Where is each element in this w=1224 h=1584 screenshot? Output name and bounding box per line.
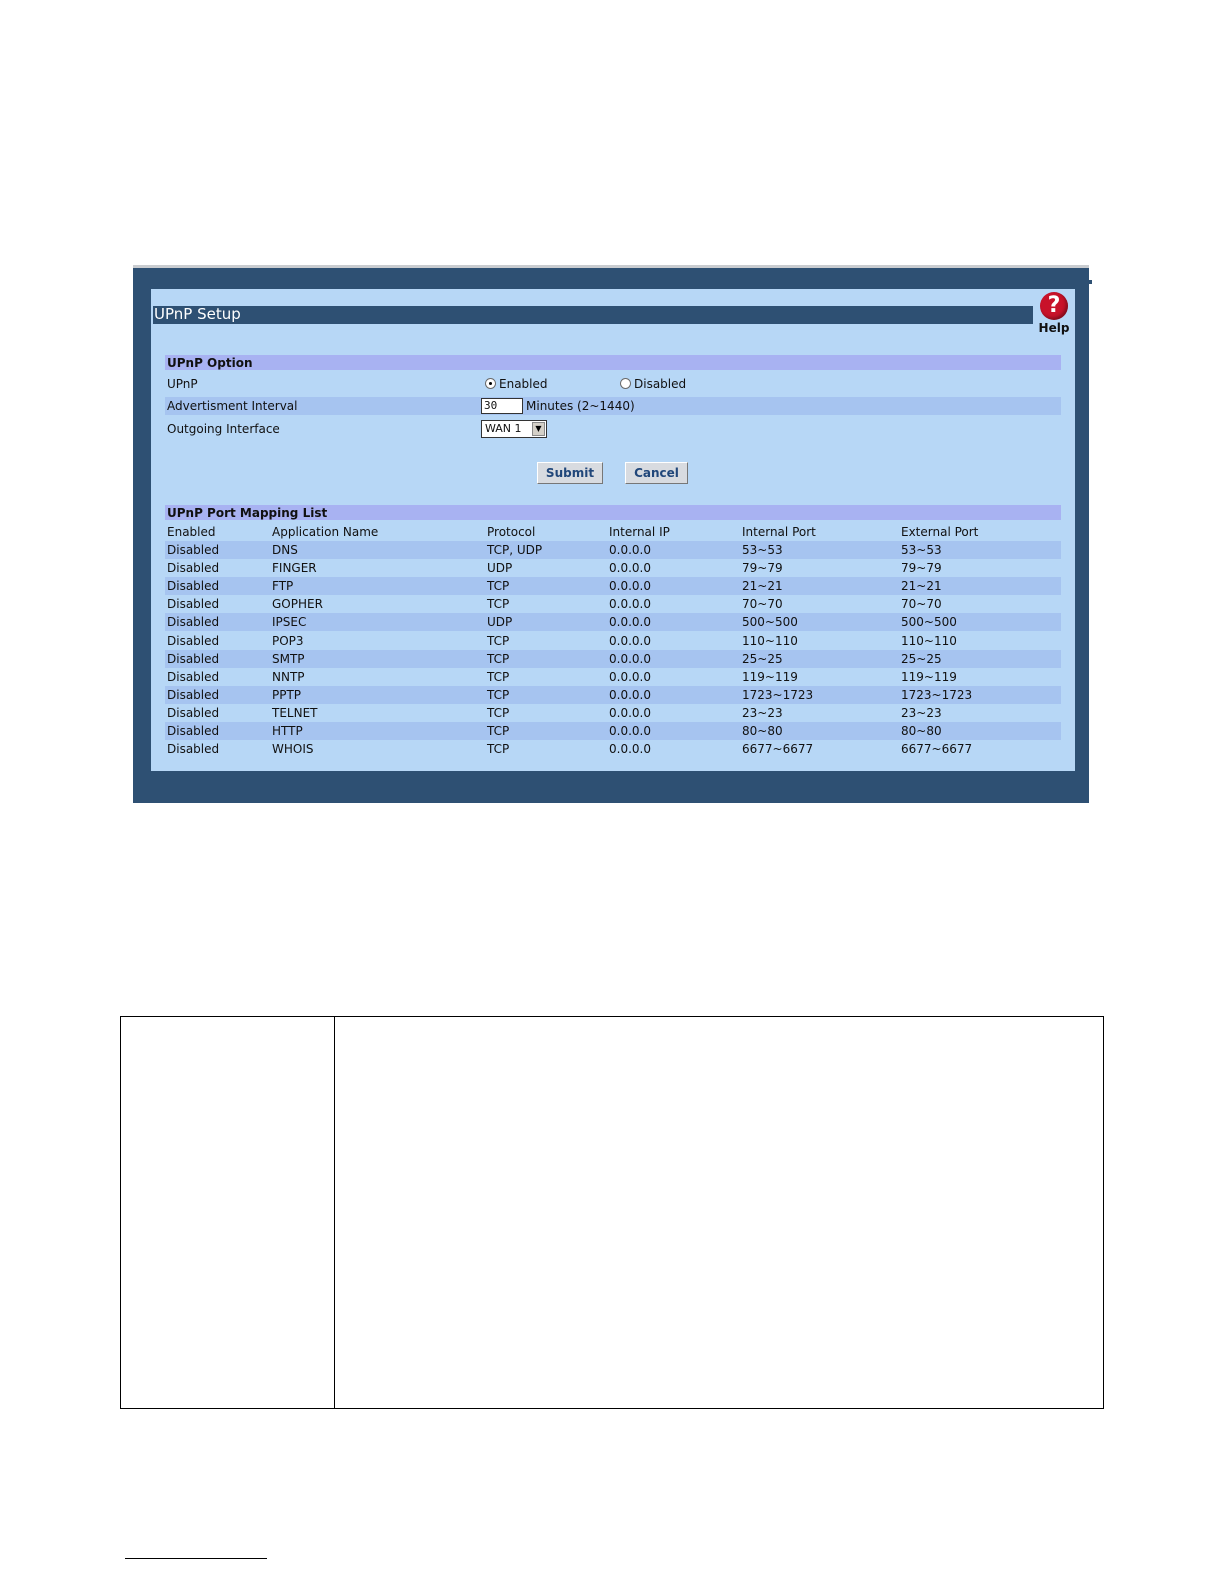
cell-application: DNS: [272, 543, 298, 557]
column-header: Internal Port: [742, 525, 816, 539]
cell-enabled: Disabled: [167, 615, 220, 630]
cell-internal-port: 119~119: [742, 669, 798, 684]
cell-protocol: TCP: [487, 724, 510, 738]
cell-protocol: TCP: [487, 669, 510, 684]
cell-internal-port: 79~79: [742, 561, 783, 576]
table-row: [165, 541, 1061, 559]
cell-external-port: 80~80: [901, 724, 942, 738]
cell-external-port: 25~25: [901, 651, 942, 666]
cell-internal-port: 110~110: [742, 633, 798, 648]
panel-title-bar: [153, 306, 1033, 324]
upnp-panel: [151, 289, 1075, 771]
table-row: [165, 632, 1061, 650]
help-icon[interactable]: ?: [1040, 292, 1068, 320]
cell-enabled: Disabled: [167, 633, 220, 648]
cell-internal-ip: 0.0.0.0: [609, 579, 651, 594]
cell-internal-ip: 0.0.0.0: [609, 543, 651, 557]
cell-application: NNTP: [272, 669, 305, 684]
cell-external-port: 500~500: [901, 615, 957, 630]
upnp-enabled-radio[interactable]: [485, 378, 496, 389]
cell-protocol: TCP: [487, 579, 510, 594]
chevron-down-icon[interactable]: ▼: [532, 422, 545, 436]
cell-protocol: TCP: [487, 687, 510, 702]
cell-protocol: TCP: [487, 633, 510, 648]
help-button[interactable]: [1037, 292, 1071, 335]
cell-internal-ip: 0.0.0.0: [609, 651, 651, 666]
cell-application: FTP: [272, 579, 294, 594]
column-header: Application Name: [272, 525, 379, 539]
column-header: External Port: [901, 525, 979, 539]
cell-internal-port: 80~80: [742, 724, 783, 738]
cell-internal-port: 70~70: [742, 597, 783, 612]
cell-enabled: Disabled: [167, 543, 220, 557]
table-row: [165, 650, 1061, 668]
cell-internal-ip: 0.0.0.0: [609, 633, 651, 648]
table-header-row: [165, 523, 1061, 541]
cell-internal-port: 500~500: [742, 615, 798, 630]
screenshot-frame: [133, 265, 1089, 803]
upnp-label: UPnP: [167, 377, 198, 391]
frame-edge: [1089, 280, 1092, 284]
upnp-enabled-label[interactable]: Enabled: [499, 377, 548, 391]
cell-internal-port: 21~21: [742, 579, 783, 594]
table-row: [165, 740, 1061, 758]
cell-enabled: Disabled: [167, 561, 220, 576]
upnp-disabled-radio[interactable]: [620, 378, 631, 389]
table-row: [165, 668, 1061, 686]
cancel-button[interactable]: Cancel: [625, 462, 688, 484]
cell-internal-port: 53~53: [742, 543, 783, 557]
column-header: Protocol: [487, 525, 536, 539]
cell-protocol: TCP: [487, 742, 510, 757]
cell-enabled: Disabled: [167, 705, 220, 720]
upnp-disabled-label[interactable]: Disabled: [634, 377, 687, 391]
table-row: [165, 686, 1061, 704]
footnote-rule: [125, 1558, 267, 1559]
cell-internal-port: 23~23: [742, 705, 783, 720]
cell-external-port: 53~53: [901, 543, 942, 557]
interval-row: [165, 397, 1061, 415]
interface-select-value[interactable]: WAN 1: [485, 422, 522, 435]
cell-internal-port: 1723~1723: [742, 687, 814, 702]
interval-label: Advertisment Interval: [167, 399, 298, 413]
cell-internal-ip: 0.0.0.0: [609, 687, 651, 702]
cell-application: FINGER: [272, 561, 317, 576]
cell-application: TELNET: [272, 705, 318, 720]
cell-internal-port: 6677~6677: [742, 742, 814, 757]
cell-external-port: 79~79: [901, 561, 942, 576]
cell-external-port: 23~23: [901, 705, 942, 720]
cell-external-port: 6677~6677: [901, 742, 973, 757]
cell-internal-ip: 0.0.0.0: [609, 724, 651, 738]
cell-application: IPSEC: [272, 615, 307, 630]
cell-enabled: Disabled: [167, 651, 220, 666]
cell-enabled: Disabled: [167, 687, 220, 702]
cell-application: PPTP: [272, 687, 302, 702]
interval-input[interactable]: 30: [481, 398, 523, 414]
cell-protocol: TCP: [487, 597, 510, 612]
cell-internal-ip: 0.0.0.0: [609, 597, 651, 612]
upnp-toggle-row: [165, 375, 1061, 393]
column-header: Internal IP: [609, 525, 670, 539]
help-label[interactable]: Help: [1038, 321, 1070, 335]
cell-protocol: UDP: [487, 561, 513, 576]
cell-internal-ip: 0.0.0.0: [609, 669, 651, 684]
cell-internal-ip: 0.0.0.0: [609, 561, 651, 576]
cell-internal-port: 25~25: [742, 651, 783, 666]
page-title: UPnP Setup: [154, 305, 241, 323]
cell-enabled: Disabled: [167, 724, 220, 738]
cell-application: SMTP: [272, 651, 305, 666]
table-row: [165, 595, 1061, 613]
interval-unit: Minutes (2~1440): [526, 399, 635, 413]
table-row: [165, 613, 1061, 631]
cell-external-port: 110~110: [901, 633, 957, 648]
cell-application: POP3: [272, 633, 304, 648]
cell-external-port: 1723~1723: [901, 687, 973, 702]
document-table: [120, 1016, 1104, 1409]
cell-protocol: TCP: [487, 705, 510, 720]
cell-application: WHOIS: [272, 742, 314, 757]
interface-row: [165, 420, 1061, 438]
cell-enabled: Disabled: [167, 579, 220, 594]
cell-protocol: TCP: [487, 651, 510, 666]
table-column-divider: [334, 1017, 335, 1408]
button-row: [165, 462, 1061, 484]
cell-protocol: TCP, UDP: [487, 543, 543, 557]
cell-external-port: 70~70: [901, 597, 942, 612]
cell-internal-ip: 0.0.0.0: [609, 705, 651, 720]
cell-internal-ip: 0.0.0.0: [609, 742, 651, 757]
column-header: Enabled: [167, 525, 216, 539]
cell-internal-ip: 0.0.0.0: [609, 615, 651, 630]
cell-application: GOPHER: [272, 597, 323, 612]
interface-label: Outgoing Interface: [167, 422, 280, 436]
cell-external-port: 119~119: [901, 669, 957, 684]
port-mapping-heading: UPnP Port Mapping List: [165, 505, 1061, 520]
submit-button[interactable]: Submit: [537, 462, 603, 484]
table-row: [165, 577, 1061, 595]
cell-external-port: 21~21: [901, 579, 942, 594]
upnp-option-heading: UPnP Option: [165, 355, 1061, 370]
table-row: [165, 722, 1061, 740]
table-row: [165, 559, 1061, 577]
cell-enabled: Disabled: [167, 597, 220, 612]
cell-application: HTTP: [272, 724, 303, 738]
cell-protocol: UDP: [487, 615, 513, 630]
interface-select[interactable]: [481, 420, 547, 438]
table-row: [165, 704, 1061, 722]
cell-enabled: Disabled: [167, 742, 220, 757]
cell-enabled: Disabled: [167, 669, 220, 684]
